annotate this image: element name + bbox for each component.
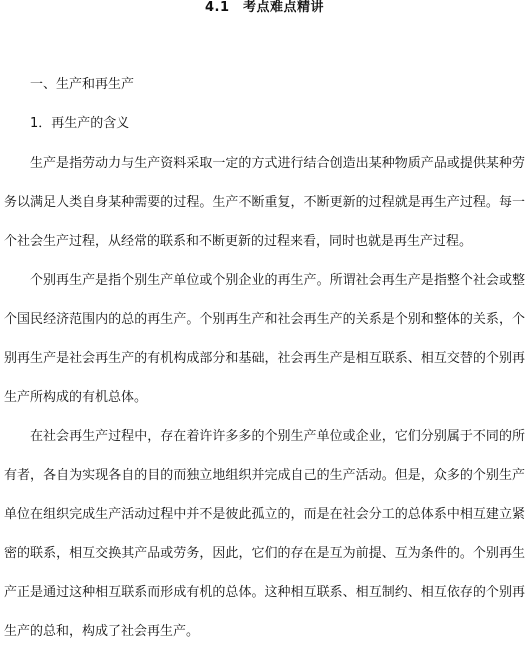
paragraph-2: 个别再生产是指个别生产单位或个别企业的再生产。所谓社会再生产是指整个社会或整个国民经济范围内的总的再生产。个别再生产和社会再生产的关系是个别和整体的关系，个别再生产是社会再生产的有机构成部分和基础，社会再生产是相互联系、相互交替的个别再生产所构成的有机总体。 bbox=[4, 273, 525, 405]
paragraph-1: 生产是指劳动力与生产资料采取一定的方式进行结合创造出某种物质产品或提供某种劳务以满足人类自身某种需要的过程。生产不断重复，不断更新的过程就是再生产过程。每一个社会生产过程，从经常的联系和不断更新的过程来看，同时也就是再生产过程。 bbox=[4, 156, 525, 249]
heading-production-reproduction: 一、生产和再生产 bbox=[30, 77, 135, 92]
section-title: 4.1 考点难点精讲 bbox=[204, 0, 325, 15]
heading-reproduction-meaning: 1．再生产的含义 bbox=[30, 116, 130, 131]
paragraph-3: 在社会再生产过程中，存在着许许多多的个别生产单位或企业，它们分别属于不同的所有者，各自为实现各自的目的而独立地组织并完成自己的生产活动。但是，众多的个别生产单位在组织完成生产活动过程中并不是彼此孤立的，而是在社会分工的总体系中相互建立紧密的联系，相互交换其产品或劳务，因此，它们的存在是互为前提、互为条件的。个别再生产正是通过这种相互联系而形成有机的总体。这种相互联系、相互制约、相互依存的个别再生产的总和，构成了社会再生产。 bbox=[4, 429, 525, 639]
